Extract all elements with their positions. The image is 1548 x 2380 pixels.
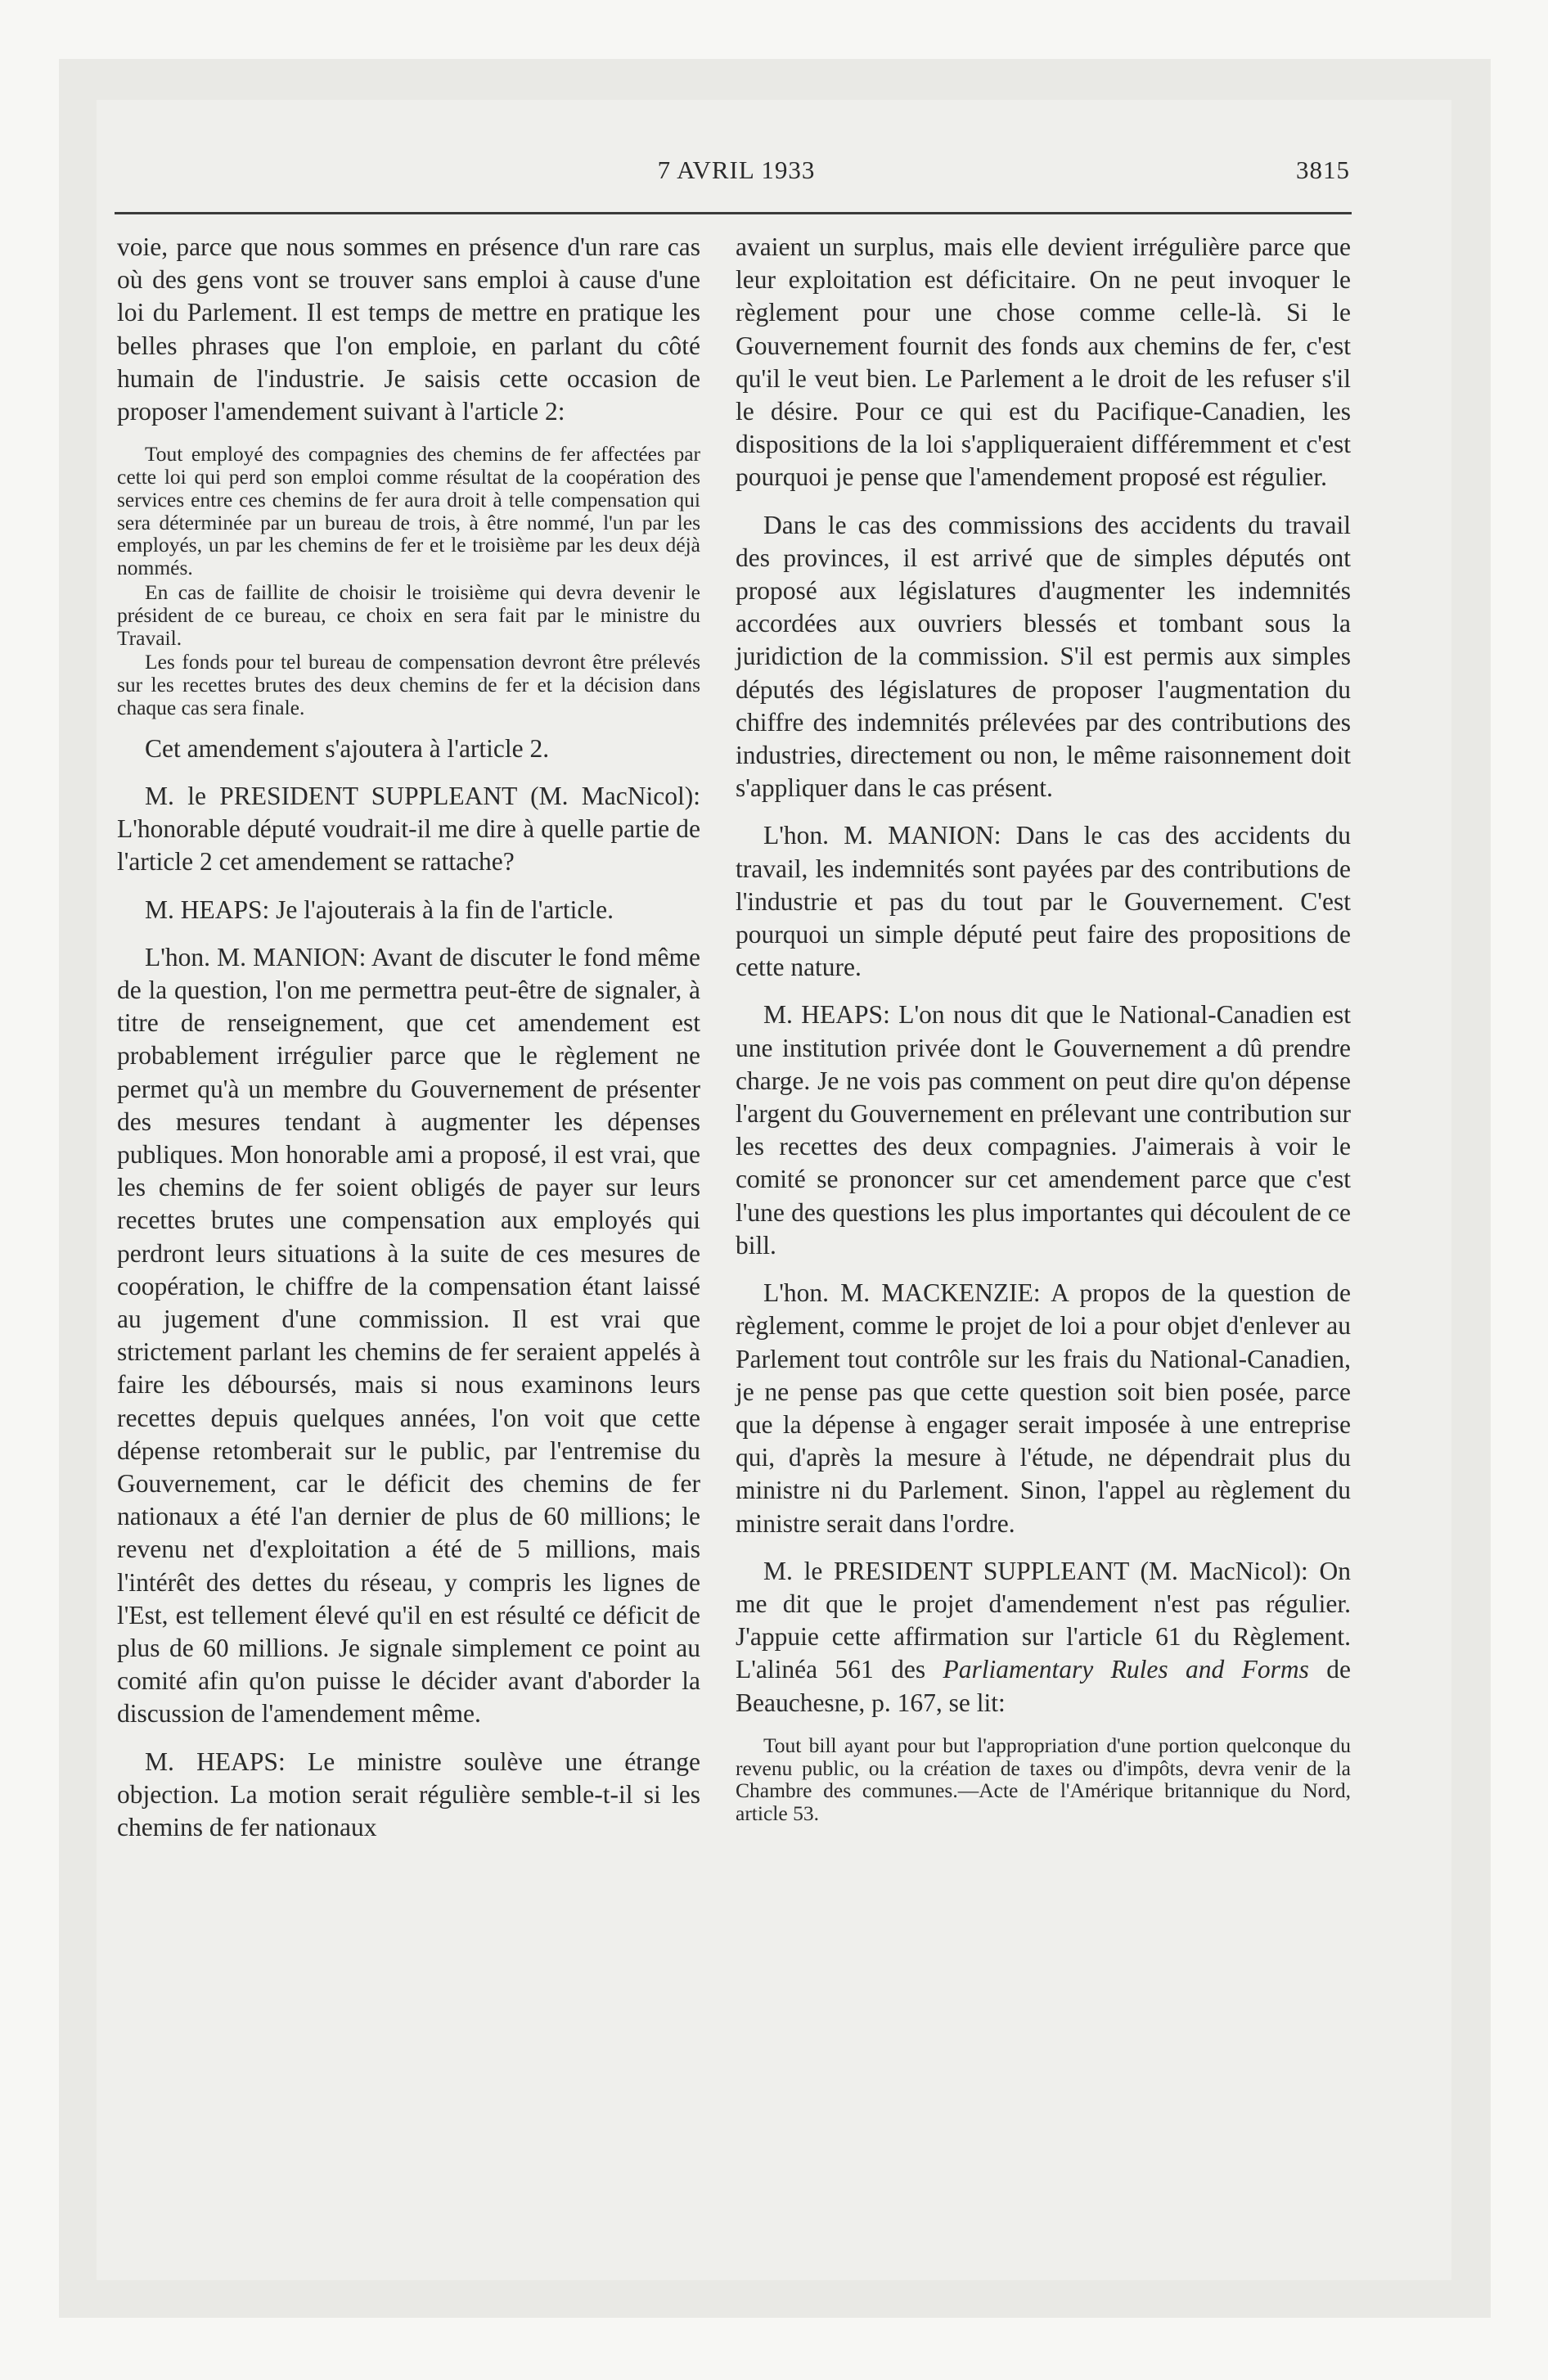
paragraph: M. le PRESIDENT SUPPLEANT (M. MacNicol): L'honorable député voudrait-il me dire à quelle partie de l'article 2 cet amendement se rattache? [117, 781, 700, 877]
paragraph: Cet amendement s'ajoutera à l'article 2. [145, 733, 550, 763]
quoted-rule: Tout bill ayant pour but l'appropriation d'une portion quelconque du revenu public, ou la création de taxes ou d'impôts, devra venir de la Chambre des communes.—Acte de l'Amérique britannique du Nord, article 53. [736, 1733, 1351, 1826]
paragraph: L'hon. M. MANION: Dans le cas des accidents du travail, les indemnités sont payées par des contributions de l'industrie et pas du tout par le Gouvernement. C'est pourquoi un simple député peut faire des propositions de cette nature. [736, 821, 1351, 982]
header-rule [115, 212, 1352, 214]
right-column [736, 231, 1351, 1838]
paragraph [736, 1555, 1351, 1720]
paragraph: M. HEAPS: L'on nous dit que le National-Canadien est une institution privée dont le Gouvernement a dû prendre charge. Je ne vois pas comment on peut dire qu'on dépense l'argent du Gouvernement en prélevant une contribution sur les recettes des deux compagnies. J'aimerais à voir le comité se prononcer sur cet amendement parce que c'est l'une des questions les plus importantes qui découlent de ce bill. [736, 1000, 1351, 1260]
header-date: 7 AVRIL 1933 [657, 156, 816, 184]
paragraph: M. HEAPS: Le ministre soulève une étrange objection. La motion serait régulière semble-t-il si les chemins de fer nationaux [117, 1747, 700, 1842]
page-header [115, 156, 1350, 196]
paragraph: voie, parce que nous sommes en présence d'un rare cas où des gens vont se trouver sans emploi à cause d'une loi du Parlement. Il est temps de mettre en pratique les belles phrases que l'on emploie, en parlant du côté humain de l'industrie. Je saisis cette occasion de proposer l'amendement suivant à l'article 2: [117, 232, 700, 426]
book-title: Parliamentary Rules and Forms [943, 1655, 1309, 1684]
paragraph: L'hon. M. MACKENZIE: A propos de la question de règlement, comme le projet de loi a pour objet d'enlever au Parlement tout contrôle sur les frais du National-Canadien, je ne pense pas que cette question soit bien posée, parce que la dépense à engager serait imposée à une entreprise qui, d'après la mesure à l'étude, ne dépendrait plus du ministre ni du Parlement. Sinon, l'appel au règlement du ministre serait dans l'ordre. [736, 1278, 1351, 1538]
paragraph: M. HEAPS: Je l'ajouterais à la fin de l'article. [145, 895, 614, 924]
paragraph-text: M. le PRESIDENT SUPPLEANT (M. MacNicol): On me dit que le projet d'amendement n'est pas régulier. J'appuie cette affirmation sur l'article 61 du Règlement. L'alinéa 561 des [736, 1556, 1351, 1684]
quoted-amendment: Les fonds pour tel bureau de compensation devront être prélevés sur les recettes brutes des deux chemins de fer et la décision dans chaque cas sera finale. [117, 650, 700, 719]
page-number: 3815 [1296, 156, 1350, 184]
quoted-amendment: En cas de faillite de choisir le troisième qui devra devenir le président de ce bureau, ce choix en sera fait par le ministre du Travail. [117, 580, 700, 650]
quoted-amendment: Tout employé des compagnies des chemins de fer affectées par cette loi qui perd son emploi comme résultat de la coopération des services entre ces chemins de fer aura droit à telle compensation qui sera déterminée par un bureau de trois, à être nommé, l'un par les employés, un par les chemins de fer et le troisième par les deux déjà nommés. [117, 442, 700, 580]
left-column [117, 231, 700, 1859]
paragraph: Dans le cas des commissions des accidents du travail des provinces, il est arrivé que de simples députés ont proposé aux législatures d'augmenter les indemnités accordées aux ouvriers blessés et tombant sous la juridiction de la commission. S'il est permis aux simples députés des législatures de proposer l'augmentation du chiffre des indemnités prélevées par des contributions des industries, directement ou non, le même raisonnement doit s'appliquer dans le cas présent. [736, 510, 1351, 803]
paragraph-text: de Beauchesne, p. 167, se lit: [736, 1655, 1352, 1717]
paragraph: avaient un surplus, mais elle devient irrégulière parce que leur exploitation est déficitaire. On ne peut invoquer le règlement pour une chose comme celle-là. Si le Gouvernement fournit des fonds aux chemins de fer, c'est qu'il le veut bien. Le Parlement a le droit de les refuser s'il le désire. Pour ce qui est du Pacifique-Canadien, les dispositions de la loi s'appliqueraient différemment et c'est pourquoi je pense que l'amendement proposé est régulier. [736, 232, 1351, 492]
paragraph: L'hon. M. MANION: Avant de discuter le fond même de la question, l'on me permettra peut-être de signaler, à titre de renseignement, que cet amendement est probablement irrégulier parce que le règlement ne permet qu'à un membre du Gouvernement de présenter des mesures tendant à augmenter les dépenses publiques. Mon honorable ami a proposé, il est vrai, que les chemins de fer soient obligés de payer sur leurs recettes brutes une compensation aux employés qui perdront leurs situations à la suite de ces mesures de coopération, le chiffre de la compensation étant laissé au jugement d'une commission. Il est vrai que strictement parlant les chemins de fer seraient appelés à faire les déboursés, mais si nous examinons leurs recettes depuis quelques années, l'on voit que cette dépense retomberait sur le public, par l'entremise du Gouvernement, car le déficit des chemins de fer nationaux a été l'an dernier de plus de 60 millions; le revenu net d'exploitation a été de 5 millions, mais l'intérêt des dettes du réseau, y compris les lignes de l'Est, est tellement élevé qu'il en est résulté ce déficit de plus de 60 millions. Je signale simplement ce point au comité afin qu'on puisse le décider avant d'aborder la discussion de l'amendement même. [117, 942, 700, 1729]
